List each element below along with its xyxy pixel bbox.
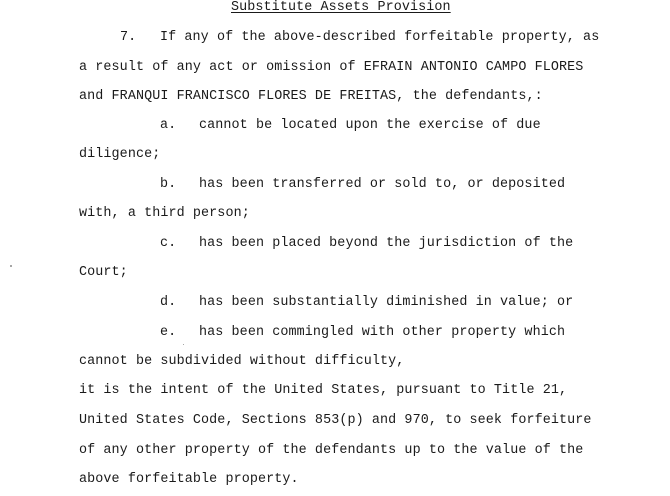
item-e-continuation: cannot be subdivided without difficulty, — [79, 354, 405, 369]
paragraph-line-1: If any of the above-described forfeitable property, as — [160, 30, 600, 45]
item-c-letter: c. — [160, 236, 177, 251]
item-c-continuation: Court; — [79, 265, 128, 280]
item-a-letter: a. — [160, 118, 177, 133]
paragraph-line-2: a result of any act or omission of EFRAIN ANTONIO CAMPO FLORES — [79, 60, 584, 75]
item-d-text: has been substantially diminished in value; or — [199, 295, 574, 310]
closing-line-2: United States Code, Sections 853(p) and 970, to seek forfeiture — [79, 413, 592, 428]
item-a-continuation: diligence; — [79, 147, 161, 162]
paragraph-number: 7. — [120, 30, 137, 45]
item-c-text: has been placed beyond the jurisdiction of the — [199, 236, 574, 251]
section-heading: Substitute Assets Provision — [231, 0, 451, 15]
item-d-letter: d. — [160, 295, 177, 310]
item-e-letter: e. — [160, 325, 177, 340]
item-b-continuation: with, a third person; — [79, 206, 250, 221]
item-b-text: has been transferred or sold to, or deposited — [199, 177, 566, 192]
paragraph-line-3: and FRANQUI FRANCISCO FLORES DE FREITAS, the defendants,: — [79, 89, 543, 104]
closing-line-4: above forfeitable property. — [79, 472, 299, 487]
closing-line-1: it is the intent of the United States, pursuant to Title 21, — [79, 383, 568, 398]
scan-speck — [10, 265, 12, 267]
closing-line-3: of any other property of the defendants up to the value of the — [79, 443, 584, 458]
item-a-text: cannot be located upon the exercise of due — [199, 118, 541, 133]
item-e-text: has been commingled with other property which — [199, 325, 566, 340]
scan-speck — [183, 344, 184, 345]
item-b-letter: b. — [160, 177, 177, 192]
